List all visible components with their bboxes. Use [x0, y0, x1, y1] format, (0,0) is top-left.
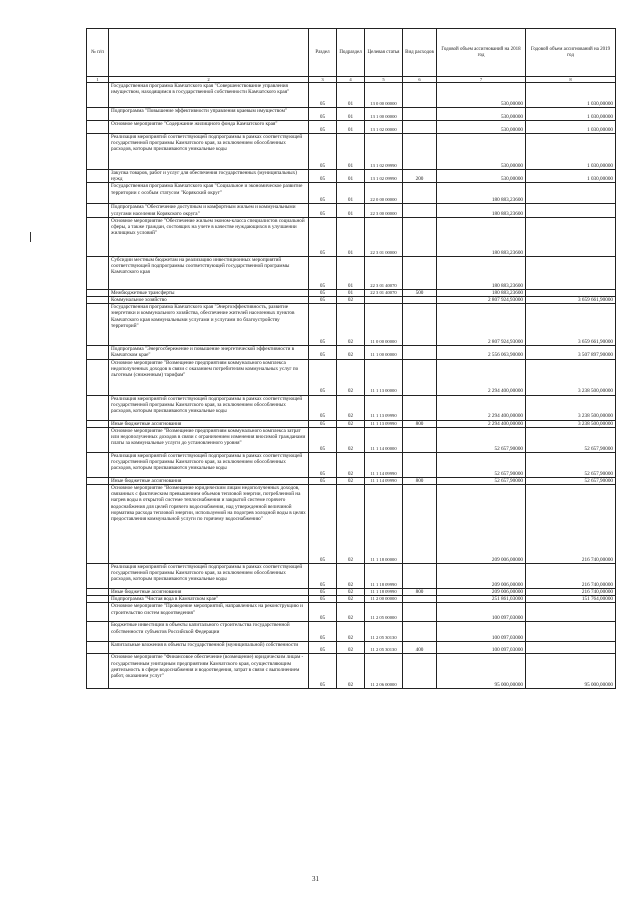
- cell-no: [87, 297, 109, 304]
- cell-section: 05: [309, 289, 337, 296]
- cell-expense-type: [403, 427, 437, 452]
- cell-name: Иные бюджетные ассигнования: [109, 477, 309, 484]
- cell-subsection: 02: [337, 485, 365, 564]
- cell-subsection: 02: [337, 452, 365, 477]
- cell-volume-2019: 3 238 500,00000: [526, 420, 616, 427]
- cell-volume-2018: 209 006,00000: [437, 564, 526, 589]
- cell-expense-type: [403, 654, 437, 689]
- cell-section: 05: [309, 420, 337, 427]
- table-row: [87, 589, 616, 596]
- cell-section: 05: [309, 622, 337, 642]
- cell-expense-type: [403, 359, 437, 395]
- cell-volume-2018: 530,00000: [437, 108, 526, 121]
- cell-subsection: 01: [337, 83, 365, 108]
- cell-name: Иные бюджетные ассигнования: [109, 589, 309, 596]
- cell-expense-type: [403, 485, 437, 564]
- cell-section: 05: [309, 217, 337, 256]
- cell-target-article: 22 3 01 40070: [365, 256, 403, 289]
- cell-target-article: 11 1 14 00000: [365, 427, 403, 452]
- cell-no: [87, 420, 109, 427]
- cell-volume-2019: 1 030,00000: [526, 170, 616, 183]
- cell-subsection: 02: [337, 642, 365, 654]
- cell-volume-2019: [526, 256, 616, 289]
- cell-name: Реализация мероприятий соответствующей подпрограммы в рамках соответствующей государственной программы Камчатского края, за исключением обособленных расходов, которым присваиваются уникальные коды: [109, 395, 309, 420]
- cell-target-article: 11 0 00 00000: [365, 304, 403, 346]
- cell-target-article: 11 2 00 00000: [365, 596, 403, 603]
- cell-section: 05: [309, 346, 337, 359]
- cell-section: 05: [309, 204, 337, 217]
- cell-no: [87, 642, 109, 654]
- cell-expense-type: 200: [403, 170, 437, 183]
- cell-subsection: 01: [337, 204, 365, 217]
- table-row: [87, 346, 616, 359]
- cell-volume-2019: 3 507 897,90000: [526, 346, 616, 359]
- cell-volume-2018: 100 097,03000: [437, 622, 526, 642]
- cell-no: [87, 589, 109, 596]
- cell-subsection: 02: [337, 395, 365, 420]
- column-number: 6: [403, 77, 437, 83]
- cell-expense-type: [403, 622, 437, 642]
- cell-no: [87, 121, 109, 134]
- cell-no: [87, 564, 109, 589]
- cell-subsection: 01: [337, 183, 365, 204]
- table-row: [87, 485, 616, 564]
- cell-expense-type: [403, 297, 437, 304]
- table-row: [87, 452, 616, 477]
- cell-no: [87, 654, 109, 689]
- cell-volume-2018: 100 097,03000: [437, 642, 526, 654]
- cell-no: [87, 256, 109, 289]
- header-section: Раздел: [309, 29, 337, 77]
- cell-volume-2018: 2 807 924,93000: [437, 297, 526, 304]
- cell-volume-2019: [526, 642, 616, 654]
- cell-section: 05: [309, 642, 337, 654]
- cell-volume-2018: 52 657,90000: [437, 452, 526, 477]
- column-number: 3: [309, 77, 337, 83]
- column-number: 4: [337, 77, 365, 83]
- cell-section: 05: [309, 134, 337, 170]
- table-row: [87, 297, 616, 304]
- table-row: [87, 108, 616, 121]
- cell-expense-type: [403, 256, 437, 289]
- header-name: [109, 29, 309, 77]
- column-number: 2: [109, 77, 309, 83]
- budget-table-sheet: [86, 28, 615, 689]
- column-number: 5: [365, 77, 403, 83]
- cell-section: 05: [309, 564, 337, 589]
- cell-section: 05: [309, 83, 337, 108]
- cell-target-article: 13 1 00 00000: [365, 108, 403, 121]
- cell-section: 05: [309, 304, 337, 346]
- cell-no: [87, 170, 109, 183]
- cell-name: Реализация мероприятий соответствующей подпрограммы в рамках соответствующей государственной программы Камчатского края, за исключением обособленных расходов, которым присваиваются уникальные коды: [109, 134, 309, 170]
- cell-expense-type: [403, 304, 437, 346]
- cell-subsection: 02: [337, 654, 365, 689]
- cell-name: Подпрограмма "Обеспечение доступным и комфортным жильем и коммунальными услугами населения Корякского округа": [109, 204, 309, 217]
- cell-subsection: 02: [337, 564, 365, 589]
- cell-expense-type: [403, 83, 437, 108]
- cell-name: Государственная программа Камчатского края "Совершенствование управления имуществом, находящимся в государственной собственности Камчатского края": [109, 83, 309, 108]
- cell-target-article: 22 3 01 00000: [365, 217, 403, 256]
- table-row: [87, 183, 616, 204]
- cell-name: Основное мероприятие "Обеспечение жильем эконом-класса специалистов социальной сферы, а также граждан, состоящих на учете в качестве нуждающихся в улучшении жилищных условий": [109, 217, 309, 256]
- table-row: [87, 256, 616, 289]
- cell-target-article: [365, 297, 403, 304]
- cell-subsection: 01: [337, 256, 365, 289]
- cell-no: [87, 427, 109, 452]
- table-row: [87, 170, 616, 183]
- cell-name: Межбюджетные трансферты: [109, 289, 309, 296]
- margin-mark: [30, 232, 31, 242]
- table-row: [87, 395, 616, 420]
- cell-volume-2018: 2 294 400,00000: [437, 395, 526, 420]
- cell-volume-2018: 530,00000: [437, 170, 526, 183]
- cell-volume-2019: 52 657,90000: [526, 427, 616, 452]
- column-number: 1: [87, 77, 109, 83]
- table-row: [87, 359, 616, 395]
- cell-target-article: 22 0 00 00000: [365, 183, 403, 204]
- table-row: [87, 603, 616, 622]
- cell-name: Основное мероприятие "Возмещение юридическим лицам недополученных доходов, связанных с фактическим превышением объемов тепловой энергии, потребленной на нагрев воды в открытой системе теплоснабжения и закрытой системе горячего водоснабжения для целей горячего водоснабжения, над утвержденной величиной норматива расхода тепловой энергии, используемой на подогрев холодной воды в целях предоставления коммунальной услуги по горячему водоснабжению": [109, 485, 309, 564]
- cell-name: Иные бюджетные ассигнования: [109, 420, 309, 427]
- table-row: [87, 477, 616, 484]
- cell-name: Реализация мероприятий соответствующей подпрограммы в рамках соответствующей государственной программы Камчатского края, за исключением обособленных расходов, которым присваиваются уникальные коды: [109, 452, 309, 477]
- table-row: [87, 289, 616, 296]
- cell-name: Основное мероприятие "Возмещение предприятиям коммунального комплекса затрат или недополученных доходов в связи с ограничением изменения вносимой гражданами платы за коммунальные услуги до установленного уровня": [109, 427, 309, 452]
- cell-expense-type: [403, 134, 437, 170]
- table-row: [87, 596, 616, 603]
- cell-name: Подпрограмма "Энергосбережение и повышение энергетической эффективности в Камчатском крае": [109, 346, 309, 359]
- cell-name: Капитальные вложения в объекты государственной (муниципальной) собственности: [109, 642, 309, 654]
- cell-expense-type: 800: [403, 589, 437, 596]
- cell-volume-2018: 530,00000: [437, 83, 526, 108]
- cell-section: 05: [309, 108, 337, 121]
- cell-expense-type: [403, 564, 437, 589]
- cell-volume-2018: 2 556 063,90000: [437, 346, 526, 359]
- cell-target-article: 11 1 00 00000: [365, 346, 403, 359]
- cell-name: Реализация мероприятий соответствующей подпрограммы в рамках соответствующей государственной программы Камчатского края, за исключением обособленных расходов, которым присваиваются уникальные коды: [109, 564, 309, 589]
- cell-name: Подпрограмма "Повышение эффективности управления краевым имуществом": [109, 108, 309, 121]
- cell-target-article: 11 1 13 09990: [365, 420, 403, 427]
- cell-target-article: 13 1 02 00000: [365, 121, 403, 134]
- cell-volume-2018: 209 006,00000: [437, 485, 526, 564]
- cell-expense-type: 800: [403, 477, 437, 484]
- cell-volume-2019: 216 740,00000: [526, 589, 616, 596]
- cell-target-article: 13 1 02 09990: [365, 134, 403, 170]
- cell-section: 05: [309, 452, 337, 477]
- column-number: 7: [437, 77, 526, 83]
- cell-name: Основное мероприятие "Проведение мероприятий, направленных на реконструкцию и строительство систем водоотведения": [109, 603, 309, 622]
- header-subsection: Подраздел: [337, 29, 365, 77]
- header-volume-2018: Годовой объем ассигнований на 2018 год: [437, 29, 526, 77]
- cell-volume-2019: 1 030,00000: [526, 83, 616, 108]
- cell-no: [87, 346, 109, 359]
- cell-subsection: 01: [337, 170, 365, 183]
- cell-expense-type: [403, 395, 437, 420]
- cell-target-article: 13 1 02 09990: [365, 170, 403, 183]
- cell-no: [87, 289, 109, 296]
- cell-subsection: 01: [337, 217, 365, 256]
- cell-volume-2019: 52 657,90000: [526, 452, 616, 477]
- cell-name: Закупка товаров, работ и услуг для обеспечения государственных (муниципальных) нужд: [109, 170, 309, 183]
- cell-name: Подпрограмма "Чистая вода в Камчатском крае": [109, 596, 309, 603]
- table-row: [87, 564, 616, 589]
- cell-volume-2018: 52 657,90000: [437, 427, 526, 452]
- table-row: [87, 642, 616, 654]
- cell-no: [87, 622, 109, 642]
- cell-subsection: 02: [337, 427, 365, 452]
- cell-no: [87, 395, 109, 420]
- cell-volume-2019: 52 657,90000: [526, 477, 616, 484]
- cell-expense-type: 500: [403, 289, 437, 296]
- cell-volume-2019: [526, 289, 616, 296]
- table-row: [87, 217, 616, 256]
- cell-subsection: 02: [337, 589, 365, 596]
- cell-volume-2018: 209 006,00000: [437, 589, 526, 596]
- cell-target-article: 11 1 18 09990: [365, 564, 403, 589]
- cell-volume-2018: 2 807 924,93000: [437, 304, 526, 346]
- cell-expense-type: [403, 452, 437, 477]
- cell-name: Основное мероприятие "Содержание жилищного фонда Камчатского края": [109, 121, 309, 134]
- cell-volume-2018: 180 883,23600: [437, 289, 526, 296]
- cell-volume-2019: 95 000,00000: [526, 654, 616, 689]
- table-row: [87, 654, 616, 689]
- cell-section: 05: [309, 297, 337, 304]
- cell-no: [87, 359, 109, 395]
- cell-section: 05: [309, 654, 337, 689]
- header-expense-type: Вид расходов: [403, 29, 437, 77]
- cell-volume-2018: 95 000,00000: [437, 654, 526, 689]
- cell-volume-2019: [526, 217, 616, 256]
- cell-section: 05: [309, 596, 337, 603]
- cell-expense-type: [403, 121, 437, 134]
- cell-volume-2018: 530,00000: [437, 121, 526, 134]
- cell-volume-2019: 3 238 500,00000: [526, 395, 616, 420]
- cell-section: 05: [309, 395, 337, 420]
- cell-volume-2019: 3 659 661,90000: [526, 297, 616, 304]
- cell-target-article: 11 1 13 09990: [365, 395, 403, 420]
- cell-expense-type: [403, 596, 437, 603]
- cell-subsection: 01: [337, 121, 365, 134]
- cell-no: [87, 485, 109, 564]
- cell-expense-type: [403, 346, 437, 359]
- cell-name: Государственная программа Камчатского края "Социальное и экономическое развитие территории с особым статусом "Корякский округ": [109, 183, 309, 204]
- table-row: [87, 427, 616, 452]
- cell-volume-2019: 1 030,00000: [526, 121, 616, 134]
- cell-target-article: 11 1 14 09990: [365, 477, 403, 484]
- cell-target-article: 11 2 06 00000: [365, 654, 403, 689]
- cell-name: Основное мероприятие "Финансовое обеспечение (возмещение) юридическим лицам - государственным унитарным предприятиям Камчатского края, осуществляющим деятельность в сфере водоснабжения и водоотведения, затрат в связи с выполнением работ, оказанием услуг": [109, 654, 309, 689]
- cell-volume-2018: 180 883,23600: [437, 217, 526, 256]
- cell-target-article: 11 2 05 30130: [365, 622, 403, 642]
- cell-section: 05: [309, 170, 337, 183]
- table-row: [87, 121, 616, 134]
- table-header-row: [87, 29, 616, 77]
- cell-target-article: 11 1 13 00000: [365, 359, 403, 395]
- cell-name: Бюджетные инвестиции в объекты капитального строительства государственной собственности субъектов Российской Федерации: [109, 622, 309, 642]
- table-row: [87, 204, 616, 217]
- cell-volume-2018: 530,00000: [437, 134, 526, 170]
- budget-table: [86, 28, 616, 689]
- cell-volume-2018: 180 883,23600: [437, 204, 526, 217]
- cell-volume-2018: 100 097,03000: [437, 603, 526, 622]
- cell-expense-type: [403, 603, 437, 622]
- cell-no: [87, 603, 109, 622]
- cell-subsection: 02: [337, 346, 365, 359]
- cell-volume-2019: [526, 204, 616, 217]
- cell-no: [87, 452, 109, 477]
- page-number: 31: [312, 875, 319, 883]
- column-number: 8: [526, 77, 616, 83]
- cell-expense-type: [403, 217, 437, 256]
- cell-no: [87, 204, 109, 217]
- cell-volume-2018: 52 657,90000: [437, 477, 526, 484]
- cell-subsection: 01: [337, 289, 365, 296]
- table-row: [87, 622, 616, 642]
- cell-no: [87, 108, 109, 121]
- cell-no: [87, 217, 109, 256]
- cell-target-article: 11 1 18 09990: [365, 589, 403, 596]
- table-row: [87, 83, 616, 108]
- cell-section: 05: [309, 589, 337, 596]
- cell-section: 05: [309, 485, 337, 564]
- cell-section: 05: [309, 427, 337, 452]
- cell-volume-2019: [526, 622, 616, 642]
- cell-subsection: 02: [337, 420, 365, 427]
- cell-volume-2019: [526, 603, 616, 622]
- cell-subsection: 02: [337, 297, 365, 304]
- cell-section: 05: [309, 121, 337, 134]
- cell-no: [87, 596, 109, 603]
- cell-volume-2019: 151 764,00000: [526, 596, 616, 603]
- cell-name: Субсидии местным бюджетам на реализацию инвестиционных мероприятий соответствующей подпрограммы соответствующей государственной программы Камчатского края: [109, 256, 309, 289]
- cell-volume-2018: 2 294 400,00000: [437, 420, 526, 427]
- table-row: [87, 304, 616, 346]
- cell-subsection: 02: [337, 622, 365, 642]
- cell-section: 05: [309, 256, 337, 289]
- header-no: № п/п: [87, 29, 109, 77]
- cell-target-article: 11 2 05 30130: [365, 642, 403, 654]
- cell-no: [87, 477, 109, 484]
- cell-volume-2019: [526, 183, 616, 204]
- cell-subsection: 01: [337, 108, 365, 121]
- cell-no: [87, 304, 109, 346]
- cell-subsection: 02: [337, 477, 365, 484]
- cell-volume-2018: 2 294 400,00000: [437, 359, 526, 395]
- cell-no: [87, 183, 109, 204]
- header-target-article: Целевая статья: [365, 29, 403, 77]
- cell-section: 05: [309, 603, 337, 622]
- cell-target-article: 22 3 01 40070: [365, 289, 403, 296]
- cell-name: Коммунальное хозяйство: [109, 297, 309, 304]
- cell-subsection: 02: [337, 304, 365, 346]
- table-row: [87, 420, 616, 427]
- table-body: [87, 83, 616, 689]
- cell-section: 05: [309, 359, 337, 395]
- cell-section: 05: [309, 477, 337, 484]
- cell-volume-2019: 3 238 500,00000: [526, 359, 616, 395]
- header-volume-2019: Годовой объем ассигнований на 2019 год: [526, 29, 616, 77]
- cell-no: [87, 134, 109, 170]
- cell-volume-2019: 216 740,00000: [526, 485, 616, 564]
- cell-target-article: 22 3 00 00000: [365, 204, 403, 217]
- cell-target-article: 11 1 18 00000: [365, 485, 403, 564]
- cell-expense-type: 800: [403, 420, 437, 427]
- cell-target-article: 13 0 00 00000: [365, 83, 403, 108]
- cell-volume-2018: 251 861,03000: [437, 596, 526, 603]
- cell-no: [87, 83, 109, 108]
- cell-expense-type: [403, 108, 437, 121]
- table-row: [87, 134, 616, 170]
- cell-volume-2019: 216 740,00000: [526, 564, 616, 589]
- cell-volume-2019: 3 659 661,90000: [526, 304, 616, 346]
- cell-subsection: 02: [337, 603, 365, 622]
- cell-volume-2019: 1 030,00000: [526, 134, 616, 170]
- cell-subsection: 02: [337, 359, 365, 395]
- cell-volume-2019: 1 030,00000: [526, 108, 616, 121]
- cell-target-article: 11 2 05 00000: [365, 603, 403, 622]
- cell-expense-type: [403, 204, 437, 217]
- cell-volume-2018: 180 883,23600: [437, 183, 526, 204]
- cell-subsection: 01: [337, 134, 365, 170]
- cell-name: Государственная программа Камчатского края "Энергоэффективность, развитие энергетики и коммунального хозяйства, обеспечение жителей населенных пунктов Камчатского края коммунальными услугами и услугами по благоустройству территорий": [109, 304, 309, 346]
- cell-expense-type: 400: [403, 642, 437, 654]
- cell-target-article: 11 1 14 09990: [365, 452, 403, 477]
- cell-expense-type: [403, 183, 437, 204]
- cell-volume-2018: 180 883,23600: [437, 256, 526, 289]
- cell-name: Основное мероприятие "Возмещение предприятиям коммунального комплекса недополученных доходов в связи с оказанием потребителям коммунальных услуг по льготным (сниженным) тарифам": [109, 359, 309, 395]
- cell-section: 05: [309, 183, 337, 204]
- cell-subsection: 02: [337, 596, 365, 603]
